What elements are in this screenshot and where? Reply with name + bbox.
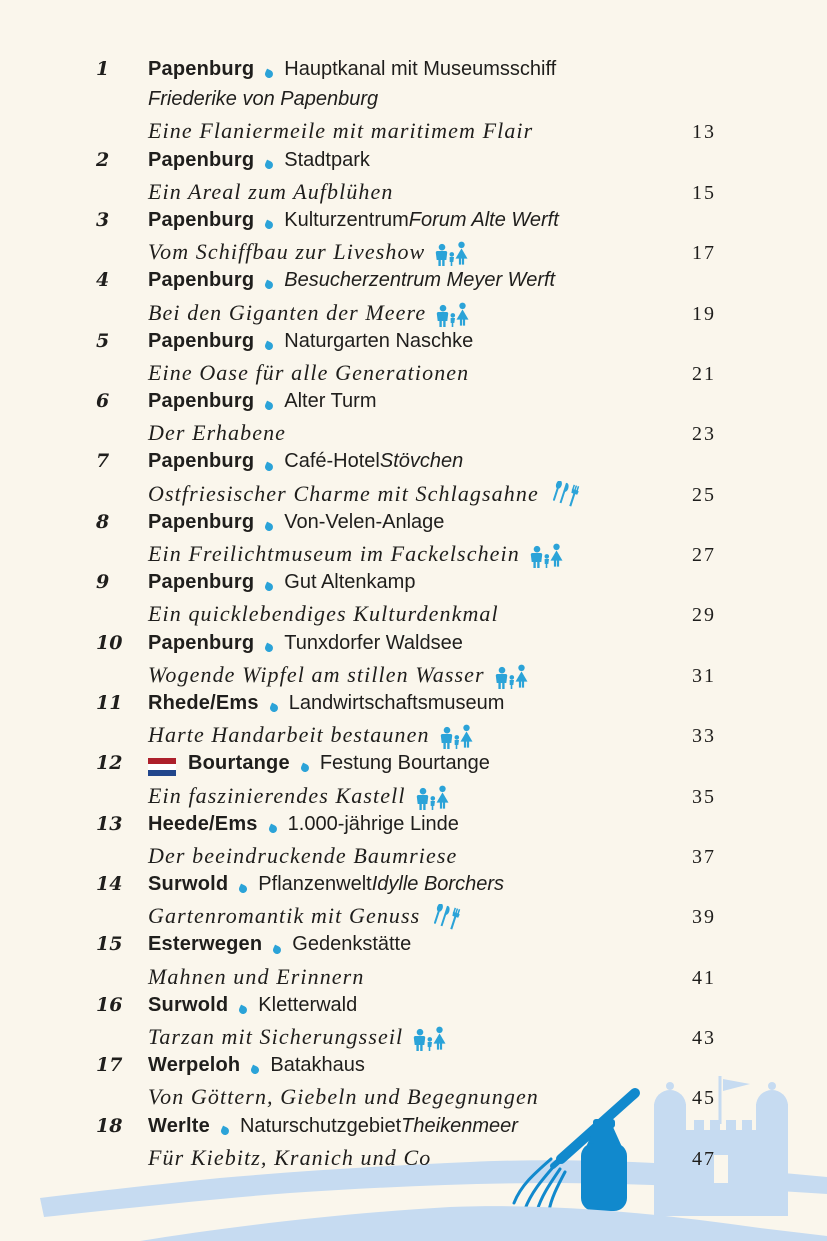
entry-place: Papenburg: [148, 510, 255, 533]
toc-entry: [96, 752, 716, 812]
toc-entry: [96, 933, 716, 993]
entry-subtitle: Wogende Wipfel am stillen Wasser: [148, 661, 485, 687]
entry-subtitle-line: [96, 360, 716, 390]
entry-page-number: 45: [692, 1087, 716, 1110]
entry-subtitle-line: [96, 541, 716, 571]
entry-subtitle-line: [96, 843, 716, 873]
drop-bullet-icon: [220, 1125, 231, 1136]
entry-title-segment: Kulturzentrum: [284, 208, 409, 231]
entry-page-number: 25: [692, 483, 716, 506]
entry-title-segment: Friederike von Papenburg: [148, 88, 379, 111]
entry-number: 18: [96, 1114, 123, 1137]
entry-title-line: [96, 933, 716, 963]
entry-page-number: 39: [692, 906, 716, 929]
entry-title-segment: 1.000-jährige Linde: [287, 812, 459, 835]
entry-place: Papenburg: [148, 390, 255, 413]
entry-subtitle-line: [96, 1024, 716, 1054]
entry-subtitle-line: [96, 964, 716, 994]
drop-bullet-icon: [264, 69, 275, 80]
entry-title-segment: Tunxdorfer Waldsee: [284, 631, 463, 654]
entry-page-number: 19: [692, 302, 716, 325]
entry-title-segment: Café-Hotel: [284, 450, 380, 473]
family-icon: [416, 785, 450, 811]
entry-page-number: 33: [692, 725, 716, 748]
entry-page-number: 35: [692, 785, 716, 808]
entry-place: Werpeloh: [148, 1054, 241, 1077]
entry-number: 16: [96, 993, 123, 1016]
drop-bullet-icon: [264, 522, 275, 533]
toc-entry: [96, 873, 716, 933]
family-icon: [435, 241, 469, 267]
entry-page-number: 41: [692, 966, 716, 989]
entry-subtitle-line: [96, 783, 716, 813]
entry-subtitle: Ein faszinierendes Kastell: [148, 782, 406, 808]
entry-number: 11: [96, 691, 123, 714]
toc-entry: [96, 330, 716, 390]
entry-subtitle: Eine Oase für alle Generationen: [148, 359, 470, 385]
entry-place: Papenburg: [148, 631, 255, 654]
family-icon: [413, 1026, 447, 1052]
entry-place: Papenburg: [148, 148, 255, 171]
entry-page-number: 27: [692, 544, 716, 566]
entry-page-number: 13: [692, 121, 716, 144]
toc-list: [96, 58, 716, 1175]
entry-subtitle: Mahnen und Erinnern: [148, 963, 365, 989]
drop-bullet-icon: [264, 461, 275, 472]
entry-subtitle: Ein quicklebendiges Kulturdenkmal: [148, 601, 499, 627]
entry-subtitle: Vom Schiffbau zur Liveshow: [148, 239, 426, 265]
entry-page-number: 23: [692, 423, 716, 446]
toc-entry: [96, 149, 716, 209]
toc-entry: [96, 813, 716, 873]
entry-number: 15: [96, 933, 123, 956]
family-icon: [530, 543, 564, 569]
entry-place: Papenburg: [148, 571, 255, 594]
entry-subtitle: Für Kiebitz, Kranich und Co: [148, 1144, 432, 1170]
drop-bullet-icon: [264, 340, 275, 351]
entry-number: 13: [96, 812, 123, 835]
entry-title-segment: Landwirtschaftsmuseum: [288, 691, 505, 714]
entry-title-line: [96, 390, 716, 420]
entry-title-segment: Theikenmeer: [401, 1114, 518, 1137]
entry-title-line: [96, 752, 716, 782]
entry-subtitle: Der Erhabene: [148, 420, 287, 446]
entry-title-line: [96, 58, 716, 88]
entry-place: Papenburg: [148, 58, 255, 80]
drop-bullet-icon: [264, 159, 275, 170]
entry-subtitle-line: [96, 903, 716, 933]
entry-number: 8: [96, 510, 110, 533]
drop-bullet-icon: [264, 401, 275, 412]
entry-title-line: [96, 511, 716, 541]
entry-title-line: [96, 813, 716, 843]
entry-title-segment: Naturgarten Naschke: [284, 329, 474, 352]
entry-place: Werlte: [148, 1114, 210, 1137]
entry-place: Papenburg: [148, 208, 255, 231]
entry-subtitle-line: [96, 481, 716, 511]
entry-place: Rhede/Ems: [148, 691, 259, 714]
entry-title-line: [96, 269, 716, 299]
entry-page-number: 15: [692, 181, 716, 204]
entry-page-number: 47: [692, 1147, 716, 1170]
drop-bullet-icon: [264, 220, 275, 231]
entry-title-segment: Festung Bourtange: [319, 752, 490, 775]
family-icon: [440, 724, 474, 750]
entry-number: 4: [96, 269, 110, 292]
toc-entry: [96, 1054, 716, 1114]
drop-bullet-icon: [238, 884, 249, 895]
entry-number: 14: [96, 873, 123, 896]
entry-subtitle-line: [96, 722, 716, 752]
entry-title-line: [96, 1054, 716, 1084]
entry-page-number: 21: [692, 362, 716, 385]
entry-number: 5: [96, 329, 110, 352]
entry-title-line: [96, 873, 716, 903]
entry-title-segment: Batakhaus: [270, 1054, 365, 1077]
entry-subtitle: Ein Freilichtmuseum im Fackelschein: [148, 541, 520, 566]
entry-title-line: [96, 149, 716, 179]
cutlery-icon: [430, 904, 462, 933]
drop-bullet-icon: [264, 642, 275, 653]
entry-place: Papenburg: [148, 269, 255, 292]
entry-place: Esterwegen: [148, 933, 263, 956]
entry-subtitle-line: [96, 118, 716, 148]
toc-entry: [96, 450, 716, 510]
entry-subtitle: Der beeindruckende Baumriese: [148, 842, 458, 868]
entry-number: 6: [96, 390, 110, 413]
drop-bullet-icon: [299, 763, 310, 774]
entry-title-segment: Stövchen: [379, 450, 464, 473]
family-icon: [495, 664, 529, 690]
entry-title-segment: Gut Altenkamp: [284, 571, 416, 594]
entry-title-segment: Alter Turm: [284, 390, 377, 413]
entry-subtitle: Tarzan mit Sicherungsseil: [148, 1024, 404, 1049]
entry-title-segment: Besucherzentrum Meyer Werft: [284, 269, 556, 292]
entry-subtitle-line: [96, 179, 716, 209]
toc-entry: [96, 692, 716, 752]
entry-title-segment: Von-Velen-Anlage: [284, 510, 445, 533]
entry-subtitle-line: [96, 1145, 716, 1175]
entry-page-number: 29: [692, 604, 716, 627]
entry-subtitle-line: [96, 420, 716, 450]
toc-entry: [96, 209, 716, 269]
drop-bullet-icon: [272, 944, 283, 955]
entry-subtitle: Harte Handarbeit bestaunen: [148, 722, 430, 748]
entry-title-line: [96, 571, 716, 601]
entry-number: 17: [96, 1054, 123, 1077]
entry-subtitle: Ein Areal zum Aufblühen: [148, 178, 394, 204]
entry-title-line: [96, 994, 716, 1024]
entry-subtitle: Bei den Giganten der Meere: [148, 299, 427, 325]
toc-entry: [96, 994, 716, 1054]
entry-title-segment: Kletterwald: [258, 993, 358, 1016]
entry-subtitle: Eine Flaniermeile mit maritimem Flair: [148, 118, 534, 144]
toc-entry: [96, 390, 716, 450]
entry-page-number: 17: [692, 242, 716, 265]
entry-number: 10: [96, 631, 123, 654]
toc-entry: [96, 632, 716, 692]
entry-title-line: [96, 692, 716, 722]
toc-entry: [96, 1115, 716, 1175]
entry-title-segment: Stadtpark: [284, 148, 370, 171]
entry-number: 2: [96, 148, 110, 171]
entry-place: Surwold: [148, 873, 229, 896]
drop-bullet-icon: [238, 1005, 249, 1016]
entry-subtitle-line: [96, 601, 716, 631]
entry-subtitle-line: [96, 300, 716, 330]
entry-subtitle-line: [96, 662, 716, 692]
entry-subtitle-line: [96, 1084, 716, 1114]
entry-page-number: 31: [692, 664, 716, 687]
entry-title-line: [96, 632, 716, 662]
drop-bullet-icon: [264, 280, 275, 291]
cutlery-icon: [549, 481, 581, 510]
entry-title-line2: [96, 88, 716, 118]
entry-title-segment: Gedenkstätte: [292, 933, 412, 956]
entry-number: 9: [96, 571, 110, 594]
entry-number: 3: [96, 208, 110, 231]
entry-place: Bourtange: [188, 752, 290, 775]
toc-entry: [96, 571, 716, 631]
entry-subtitle: Von Göttern, Giebeln und Begegnungen: [148, 1084, 539, 1110]
entry-number: 7: [96, 450, 110, 473]
entry-title-line: [96, 209, 716, 239]
drop-bullet-icon: [268, 703, 279, 714]
entry-subtitle: Gartenromantik mit Genuss: [148, 903, 421, 929]
entry-place: Surwold: [148, 993, 229, 1016]
entry-title-segment: Idylle Borchers: [371, 873, 504, 896]
entry-number: 12: [96, 752, 123, 775]
drop-bullet-icon: [250, 1065, 261, 1076]
entry-subtitle-line: [96, 239, 716, 269]
netherlands-flag-icon: [148, 758, 176, 776]
entry-place: Papenburg: [148, 329, 255, 352]
toc-entry: [96, 269, 716, 329]
entry-title-segment: Forum Alte Werft: [408, 208, 559, 231]
drop-bullet-icon: [267, 823, 278, 834]
toc-entry: [96, 511, 716, 571]
entry-title-segment: Hauptkanal mit Museumsschiff: [284, 58, 557, 80]
entry-title-line: [96, 330, 716, 360]
entry-number: 1: [96, 58, 110, 80]
entry-place: Papenburg: [148, 450, 255, 473]
toc-entry: [96, 58, 716, 149]
entry-page-number: 43: [692, 1027, 716, 1049]
entry-title-segment: Pflanzenwelt: [258, 873, 372, 896]
entry-title-line: [96, 450, 716, 480]
entry-title-segment: Naturschutzgebiet: [239, 1114, 402, 1137]
entry-subtitle: Ostfriesischer Charme mit Schlagsahne: [148, 480, 539, 506]
entry-place: Heede/Ems: [148, 812, 258, 835]
entry-page-number: 37: [692, 845, 716, 868]
drop-bullet-icon: [264, 582, 275, 593]
family-icon: [436, 302, 470, 328]
entry-title-line: [96, 1115, 716, 1145]
